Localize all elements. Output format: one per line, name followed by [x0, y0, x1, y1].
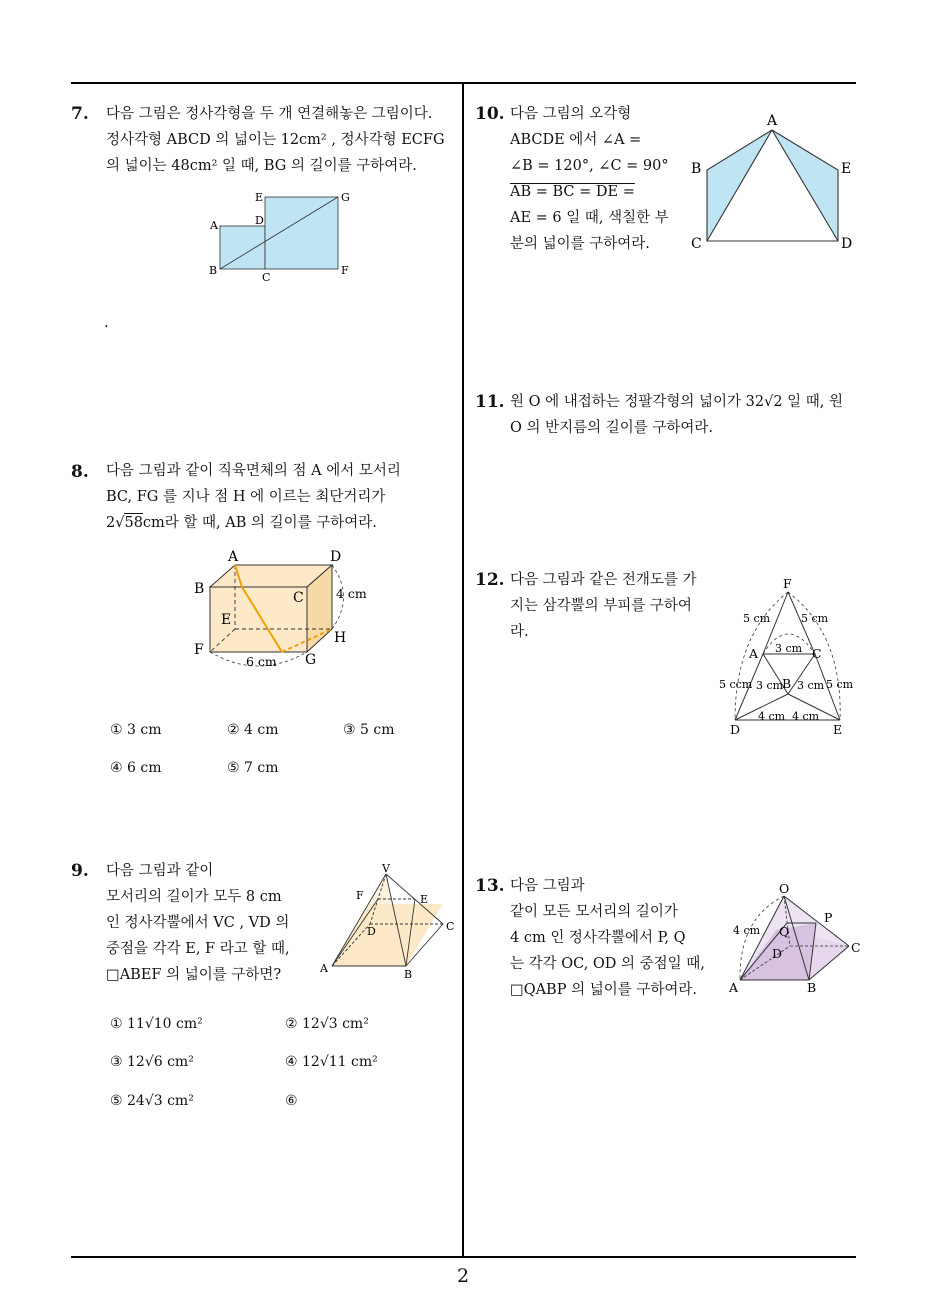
q8-choice-5[interactable]: ⑤ 7 cm [227, 760, 279, 776]
q12-label-e: E [833, 722, 843, 737]
q8-number: 8. [71, 462, 89, 482]
q9-line-5: □ABEF 의 넓이를 구하면? [106, 967, 282, 983]
q7-label-e: E [255, 191, 264, 204]
q8-label-height: 4 cm [336, 586, 367, 601]
q13-figure [724, 878, 864, 998]
q9-label-v: V [382, 862, 390, 875]
q8-choice-2[interactable]: ② 4 cm [227, 722, 279, 738]
q12-label-4b: 4 cm [792, 710, 820, 723]
q9-choice-4[interactable]: ④ 12√11 cm² [285, 1054, 378, 1070]
q9-label-a: A [320, 962, 328, 975]
q12-label-5a: 5 cm [743, 612, 771, 625]
q12-line-1: 다음 그림과 같은 전개도를 가 [510, 572, 697, 588]
q13-label-d: D [772, 946, 783, 961]
q10-line-6: 분의 넓이를 구하여라. [510, 236, 650, 252]
q9-choice-6[interactable]: ⑥ [285, 1093, 298, 1109]
q12-label-b: B [782, 676, 792, 691]
q12-label-f: F [783, 576, 792, 591]
q12-label-d: D [730, 722, 741, 737]
q7-label-d: D [255, 214, 264, 227]
q11-line-1: 원 O 에 내접하는 정팔각형의 넓이가 32√2 일 때, 원 [510, 394, 844, 410]
q9-label-d: D [367, 925, 376, 938]
q10-label-a: A [767, 113, 778, 129]
q9-choice-5[interactable]: ⑤ 24√3 cm² [110, 1093, 194, 1109]
q12-label-a: A [749, 646, 759, 661]
q8-figure [190, 545, 380, 670]
q11-line-2: O 의 반지름의 길이를 구하여라. [510, 420, 714, 436]
q10-figure [688, 108, 858, 253]
q9-label-c: C [446, 920, 455, 933]
q11-number: 11. [475, 392, 505, 412]
q13-number: 13. [475, 876, 505, 896]
q8-label-e: E [221, 612, 232, 628]
q13-label-a: A [729, 980, 739, 995]
q8-choice-4[interactable]: ④ 6 cm [110, 760, 162, 776]
q13-line-2: 같이 모든 모서리의 길이가 [510, 904, 678, 920]
q10-line-2: ABCDE 에서 ∠A = [510, 132, 642, 148]
q8-label-a: A [228, 549, 239, 565]
q9-label-e: E [420, 893, 429, 906]
q9-line-3: 인 정사각뿔에서 VC , VD 의 [106, 915, 290, 931]
q10-label-c: C [691, 236, 702, 252]
q10-label-d: D [841, 236, 853, 252]
q10-line-4: AB = BC = DE = [510, 184, 635, 200]
q9-number: 9. [71, 861, 89, 881]
q9-choice-3[interactable]: ③ 12√6 cm² [110, 1054, 194, 1070]
q8-line-1: 다음 그림과 같이 직육면체의 점 A 에서 모서리 [106, 463, 401, 479]
q12-number: 12. [475, 570, 505, 590]
q8-line-3-row: 2√58cm라 할 때, AB 의 길이를 구하여라. [106, 515, 377, 531]
page-number: 2 [456, 1265, 470, 1287]
q7-line-3: 의 넓이는 48cm² 일 때, BG 의 길이를 구하여라. [106, 158, 417, 174]
q9-line-1: 다음 그림과 같이 [106, 863, 214, 879]
q7-number: 7. [71, 104, 89, 124]
q13-label-len: 4 cm [733, 924, 761, 937]
q7-line-2: 정사각형 ABCD 의 넓이는 12cm² , 정사각형 ECFG [106, 132, 445, 148]
q12-figure [715, 574, 860, 744]
q9-label-b: B [404, 968, 413, 981]
q13-label-c: C [851, 940, 861, 955]
q8-choice-1[interactable]: ① 3 cm [110, 722, 162, 738]
q8-label-d: D [330, 549, 342, 565]
q9-line-4: 중점을 각각 E, F 라고 할 때, [106, 941, 290, 957]
q10-label-b: B [691, 161, 702, 177]
q7-label-g: G [341, 191, 350, 204]
q8-label-width: 6 cm [246, 654, 277, 669]
q12-label-5d: 5 cm [826, 678, 854, 691]
q12-label-5b: 5 cm [801, 612, 829, 625]
q13-line-4: 는 각각 OC, OD 의 중점일 때, [510, 956, 705, 972]
q8-label-h: H [334, 630, 347, 646]
q7-label-f: F [341, 264, 349, 277]
q13-label-b: B [807, 980, 817, 995]
q8-line-2: BC, FG 를 지나 점 H 에 이르는 최단거리가 [106, 489, 386, 505]
q12-label-4a: 4 cm [758, 710, 786, 723]
q13-line-3: 4 cm 인 정사각뿔에서 P, Q [510, 930, 686, 946]
q7-figure [205, 188, 360, 288]
q8-label-b: B [194, 581, 205, 597]
q8-label-c: C [293, 590, 304, 606]
q12-label-3: 3 cm [775, 642, 803, 655]
q7-label-a: A [210, 219, 218, 232]
q9-choice-2[interactable]: ② 12√3 cm² [285, 1016, 369, 1032]
q9-figure [318, 862, 458, 982]
q13-label-o: O [779, 881, 790, 896]
q13-label-q: Q [779, 924, 790, 939]
q7-label-c: C [262, 271, 271, 284]
q9-line-2: 모서리의 길이가 모두 8 cm [106, 889, 282, 905]
column-divider [462, 83, 464, 1257]
q10-label-e: E [841, 161, 852, 177]
q12-label-c: C [812, 646, 822, 661]
q7-line-1: 다음 그림은 정사각형을 두 개 연결해놓은 그림이다. [106, 106, 433, 122]
q13-line-1: 다음 그림과 [510, 878, 585, 894]
q8-choice-3[interactable]: ③ 5 cm [343, 722, 395, 738]
q8-label-f: F [194, 642, 204, 658]
q12-label-5c: 5 ccm [719, 678, 753, 691]
q10-number: 10. [475, 104, 505, 124]
q10-line-3: ∠B = 120°, ∠C = 90° [510, 158, 669, 174]
q12-label-3c: 3 cm [797, 679, 825, 692]
q12-line-2: 지는 삼각뿔의 부피를 구하여 [510, 598, 692, 614]
q12-line-3: 라. [510, 624, 529, 640]
q9-label-f: F [356, 889, 364, 902]
q10-line-1: 다음 그림의 오각형 [510, 106, 632, 122]
q8-label-g: G [305, 652, 317, 668]
q8-line-3: cm라 할 때, AB 의 길이를 구하여라. [142, 515, 377, 531]
q7-label-b: B [209, 264, 218, 277]
q12-label-3b: 3 cm [756, 679, 784, 692]
q9-choice-1[interactable]: ① 11√10 cm² [110, 1016, 203, 1032]
q10-line-5: AE = 6 일 때, 색칠한 부 [510, 210, 669, 226]
q13-line-5: □QABP 의 넓이를 구하여라. [510, 982, 697, 998]
q13-label-p: P [824, 910, 833, 925]
q7-dot: . [104, 315, 109, 331]
